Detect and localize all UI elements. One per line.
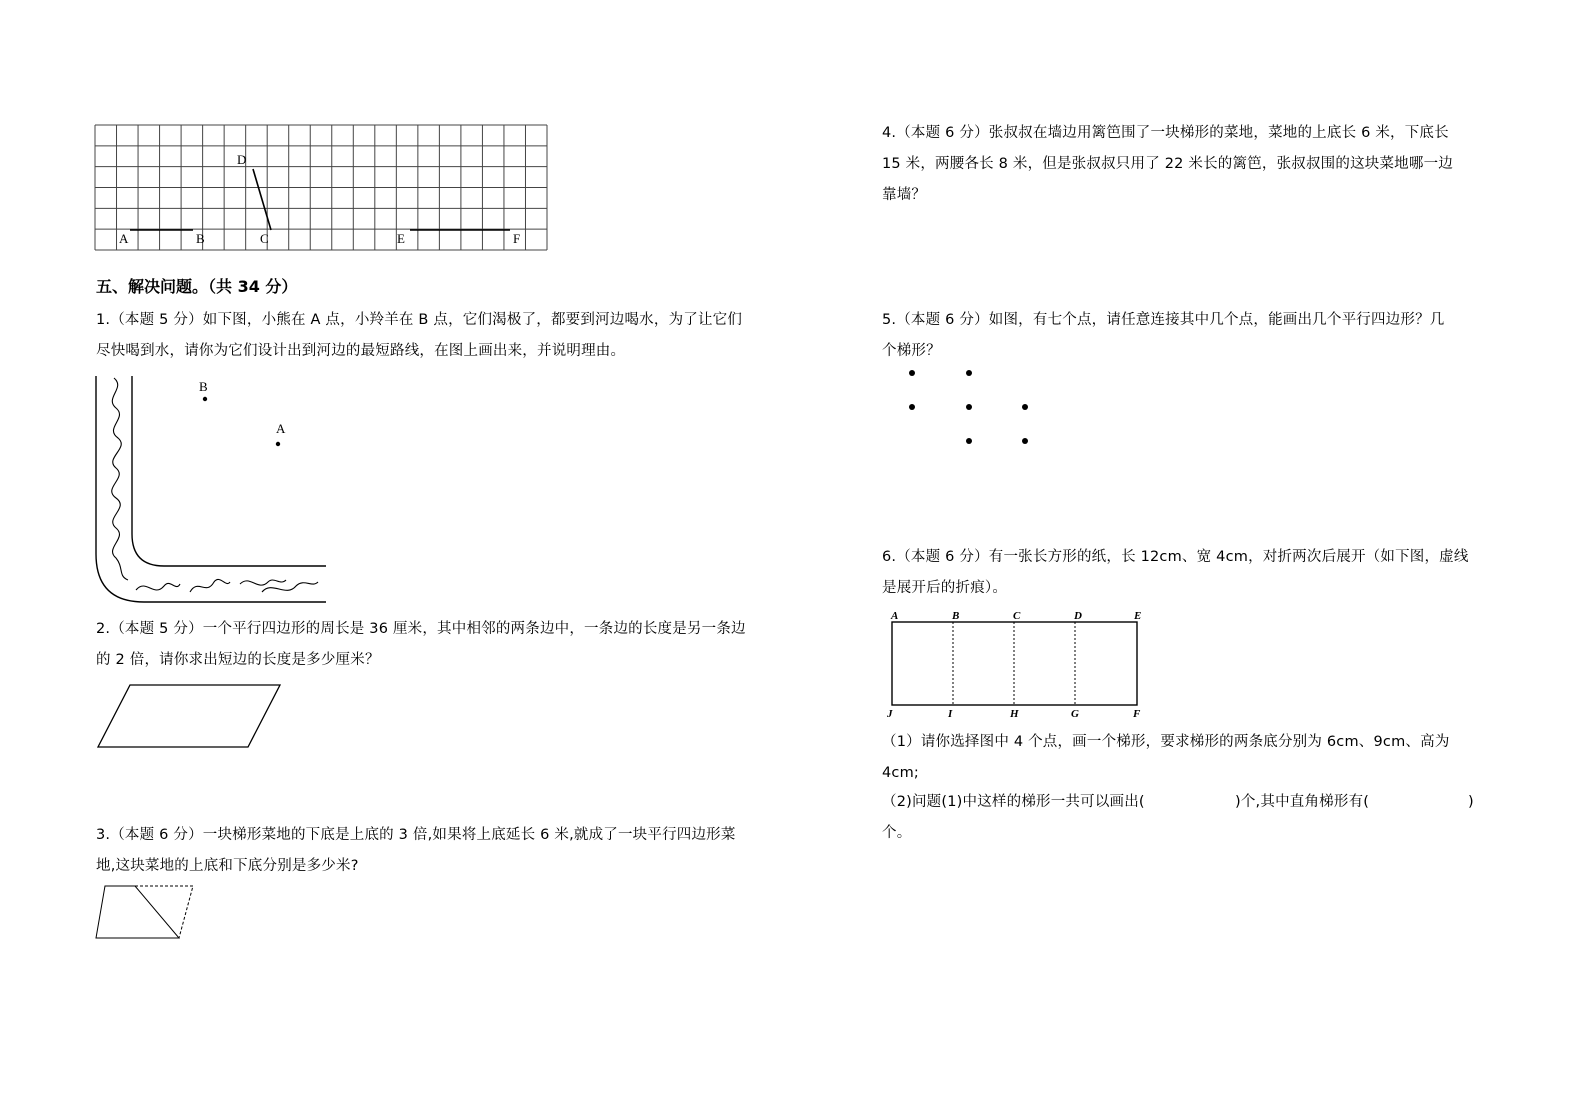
dot [966, 438, 972, 444]
paper-label-f: F [1133, 708, 1141, 720]
question-6-sub-2-text-a: （2)问题(1)中这样的梯形一共可以画出( [882, 794, 1145, 810]
question-4-line-1: 4.（本题 6 分）张叔叔在墙边用篱笆围了一块梯形的菜地，菜地的上底长 6 米，下底长 [882, 125, 1449, 141]
grid-label-c: C [260, 231, 269, 246]
dot [1022, 438, 1028, 444]
point-b-label: B [199, 379, 208, 394]
paper-label-a: A [891, 610, 899, 622]
seven-dots-figure [900, 362, 1040, 452]
question-1-line-1: 1.（本题 5 分）如下图，小熊在 A 点，小羚羊在 B 点，它们渴极了，都要到河边喝水，为了让它们 [96, 312, 743, 328]
trapezoid-figure [95, 884, 197, 942]
question-6-sub-1-line-2: 4cm; [882, 765, 920, 781]
dot [966, 370, 972, 376]
question-2-line-2: 的 2 倍，请你求出短边的长度是多少厘米？ [96, 652, 380, 668]
point-a-dot [276, 442, 280, 446]
paper-label-j: J [887, 708, 893, 720]
dot [909, 370, 915, 376]
paper-label-e: E [1134, 610, 1142, 622]
folded-paper-figure [891, 621, 1139, 707]
question-6 [882, 542, 1522, 604]
paper-label-g: G [1071, 708, 1079, 720]
question-6-sub-2-text-b: )个,其中直角梯形有( [1235, 794, 1370, 810]
question-5-line-1: 5.（本题 6 分）如图，有七个点，请任意连接其中几个点，能画出几个平行四边形？几 [882, 312, 1445, 328]
dot [909, 404, 915, 410]
question-4-line-2: 15 米，两腰各长 8 米，但是张叔叔只用了 22 米长的篱笆，张叔叔围的这块菜地哪一边 [882, 156, 1453, 172]
answer-blank-2[interactable] [1402, 793, 1462, 813]
point-b-dot [203, 397, 207, 401]
question-6-line-1: 6.（本题 6 分）有一张长方形的纸，长 12cm、宽 4cm，对折两次后展开（如下图，虚线 [882, 549, 1469, 565]
question-6-line-2: 是展开后的折痕）。 [882, 580, 1008, 596]
paper-label-c: C [1013, 610, 1021, 622]
question-4 [882, 118, 1522, 211]
paper-label-b: B [952, 610, 960, 622]
question-3 [96, 820, 816, 882]
question-6-sub-2 [882, 787, 1522, 849]
question-1 [96, 305, 816, 367]
dot [1022, 404, 1028, 410]
question-5-line-2: 个梯形？ [882, 343, 941, 359]
segment-dc [253, 169, 271, 230]
grid-label-f: F [513, 231, 521, 246]
question-6-sub-1-line-1: （1）请你选择图中 4 个点，画一个梯形，要求梯形的两条底分别为 6cm、9cm、高为 [882, 734, 1450, 750]
paper-label-i: I [948, 708, 953, 720]
question-6-sub-1 [882, 727, 1522, 789]
question-3-line-2: 地,这块菜地的上底和下底分别是多少米? [96, 858, 359, 874]
point-a-label: A [276, 421, 286, 436]
grid-label-e: E [397, 231, 405, 246]
dot [966, 404, 972, 410]
question-3-line-1: 3.（本题 6 分）一块梯形菜地的下底是上底的 3 倍,如果将上底延长 6 米,就成了一块平行四边形菜 [96, 827, 736, 843]
paper-label-h: H [1010, 708, 1019, 720]
answer-blank-1[interactable] [1172, 793, 1228, 813]
question-6-sub-2-text-c: ) [1468, 794, 1474, 810]
grid-label-d: D [237, 152, 247, 167]
parallelogram-figure [96, 684, 286, 750]
grid-label-a: A [119, 231, 129, 246]
question-2 [96, 614, 816, 676]
question-1-line-2: 尽快喝到水，请你为它们设计出到河边的最短路线，在图上画出来，并说明理由。 [96, 343, 626, 359]
question-2-line-1: 2.（本题 5 分）一个平行四边形的周长是 36 厘米，其中相邻的两条边中，一条边的长度是另一条边 [96, 621, 746, 637]
question-4-line-3: 靠墙？ [882, 187, 927, 203]
question-6-sub-2-line-2: 个。 [882, 825, 912, 841]
question-5 [882, 305, 1522, 367]
section-title: 五、解决问题。（共 34 分） [96, 277, 298, 296]
grid-label-b: B [196, 231, 205, 246]
paper-label-d: D [1074, 610, 1082, 622]
river-figure [90, 372, 335, 608]
grid-figure [95, 125, 550, 253]
